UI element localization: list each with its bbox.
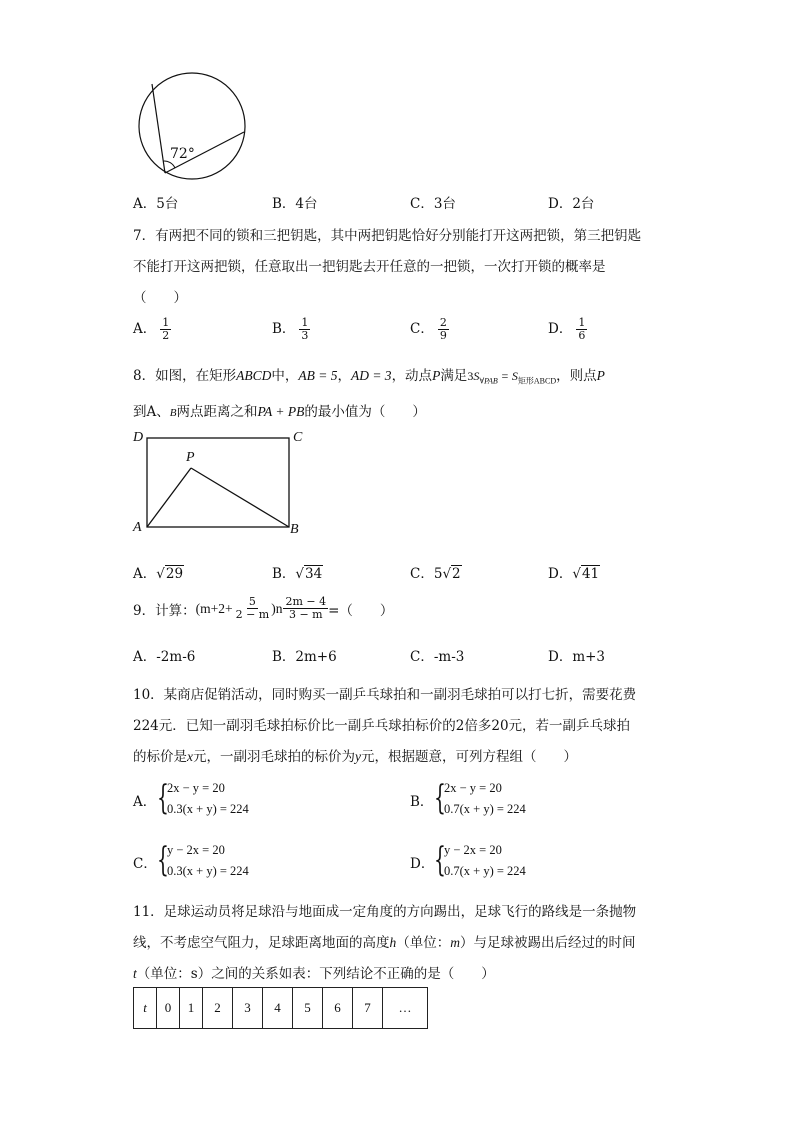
q10-option-a-eq1: 2x − y = 20 (167, 781, 225, 795)
q10-option-a-label: A． (133, 794, 157, 810)
q11-table-cell: 2 (203, 988, 233, 1029)
q11-line3-t: t (133, 966, 137, 981)
q10-option-a-eq2: 0.3(x + y) = 224 (167, 802, 249, 816)
q8-option-c-label: C． (410, 566, 434, 582)
q11-table-cell: 6 (323, 988, 353, 1029)
q6-circle-figure (130, 72, 255, 182)
q9-f1-num: 5 (248, 595, 256, 608)
q11-table-cell: 4 (263, 988, 293, 1029)
q8-p-text: ，动点 (391, 368, 433, 384)
q10-line3-x: x (187, 749, 193, 764)
q9-option-a[interactable]: A．-2m-6 (133, 649, 196, 665)
q8-option-d-sqrt: √41 (572, 566, 600, 582)
q6-angle-arc (163, 161, 175, 168)
q8-option-c-sqrt: √2 (442, 566, 461, 582)
q7-option-c-label: C． (410, 321, 434, 337)
q11-line2-h: h (389, 935, 397, 950)
q11-line2-b: （单位： (396, 935, 451, 951)
q7-option-a-fraction (160, 317, 171, 342)
q8-line2-mid1: 、 (156, 404, 170, 420)
q8-intro: 8．如图，在矩形 (133, 368, 237, 384)
q8-option-b[interactable] (272, 562, 323, 582)
q7-option-b-fraction (299, 317, 310, 342)
q10-option-c-system (167, 840, 249, 882)
q8-mid: 中， (271, 368, 299, 384)
q10-option-b-label: B． (410, 794, 434, 810)
q10-option-c-eq2: 0.3(x + y) = 224 (167, 864, 249, 878)
q10-option-a[interactable] (133, 778, 333, 822)
q10-option-b[interactable] (410, 778, 610, 822)
q6-option-b[interactable]: B．4台 (272, 196, 318, 212)
q7-option-c-fraction (438, 317, 449, 342)
q7-line-3: （ ） (133, 290, 187, 306)
q11-table-cell: 7 (353, 988, 383, 1029)
q8-label-c: C (293, 430, 303, 445)
q10-line3-b: 元，一副羽毛球拍的标价为 (193, 749, 355, 765)
q7-option-d-num: 1 (578, 316, 586, 329)
q7-option-d-den: 6 (578, 329, 586, 342)
q8-formula-sub1: ∀PAB (479, 376, 498, 386)
q11-line2-a: 线，不考虑空气阻力，足球距离地面的高度 (133, 935, 390, 951)
q8-line2-sum: PA + PB (257, 404, 305, 419)
q8-option-d-label: D． (548, 566, 573, 582)
q11-table-cell: … (383, 988, 428, 1029)
q10-option-c-eq1: y − 2x = 20 (167, 843, 225, 857)
q8-option-d[interactable] (548, 562, 600, 582)
q9-open: (m+2+ (195, 600, 233, 616)
q10-option-d[interactable] (410, 840, 610, 884)
q10-option-d-system (444, 840, 526, 882)
q8-label-p: P (186, 450, 195, 465)
q10-option-a-system (167, 778, 249, 820)
q6-angle-label: 72° (170, 146, 195, 162)
q11-line2-m: m (450, 935, 460, 950)
q7-option-b-label: B． (272, 321, 296, 337)
q8-line2-b: B (169, 407, 177, 419)
q9-suffix: =（ ） (328, 602, 394, 619)
q7-line-2: 不能打开这两把锁，任意取出一把钥匙去开任意的一把锁，一次打开锁的概率是 (133, 259, 606, 275)
q8-option-d-rad: 41 (581, 566, 600, 582)
q8-formula-s1: S (473, 369, 480, 383)
q10-option-d-eq2: 0.7(x + y) = 224 (444, 864, 526, 878)
q9-fraction-2 (283, 596, 328, 621)
q9-line (133, 596, 393, 621)
q8-then-p: P (596, 368, 605, 383)
q8-label-a: A (133, 520, 142, 535)
q8-option-b-rad: 34 (305, 566, 323, 582)
q8-option-c-coef: 5 (433, 566, 443, 582)
q8-segment-pb (191, 468, 289, 527)
q10-option-d-eq1: y − 2x = 20 (444, 843, 502, 857)
q8-rectangle-figure (140, 430, 305, 540)
q8-option-a[interactable] (133, 562, 184, 582)
q6-option-c[interactable]: C．3台 (410, 196, 456, 212)
q10-line-3 (133, 745, 577, 765)
q10-line3-y: y (355, 749, 361, 764)
q8-segment-pa (147, 468, 191, 527)
q8-ab: AB = 5 (298, 368, 338, 383)
q8-line-1 (133, 364, 605, 386)
q8-formula-coef: 3 (467, 369, 474, 383)
q7-option-c-den: 9 (439, 329, 447, 342)
q8-formula-s2: S (511, 369, 518, 383)
q7-option-c[interactable] (410, 317, 449, 342)
q10-option-c-brace: { (157, 840, 169, 880)
q8-option-c[interactable] (410, 562, 462, 582)
q11-line-3 (133, 962, 495, 982)
q8-option-b-label: B． (272, 566, 296, 582)
q10-line-1: 10．某商店促销活动，同时购买一副乒乓球拍和一副羽毛球拍可以打七折，需要花费 (133, 687, 637, 703)
q11-table-cell-header: t (134, 988, 157, 1029)
q8-option-a-label: A． (133, 566, 157, 582)
q8-label-b: B (290, 522, 299, 537)
q11-table-cell: 1 (180, 988, 203, 1029)
q9-mid: )n (271, 600, 283, 616)
q7-option-a-den: 2 (162, 329, 170, 342)
q8-ad: AD = 3 (350, 368, 392, 383)
q9-f1-den: 2 − m (235, 608, 270, 621)
q8-p-name: P (432, 368, 441, 383)
q7-option-a-num: 1 (162, 316, 170, 329)
q10-option-a-brace: { (157, 778, 169, 818)
q9-prefix: 9．计算： (133, 602, 196, 619)
q8-option-b-sqrt: √34 (295, 566, 323, 582)
q7-option-d-fraction (576, 317, 587, 342)
q7-option-b[interactable] (272, 317, 310, 342)
q11-table (133, 987, 428, 1029)
q10-option-d-brace: { (434, 840, 446, 880)
q7-option-b-num: 1 (301, 316, 309, 329)
q10-option-b-eq2: 0.7(x + y) = 224 (444, 802, 526, 816)
q9-f2-num: 2m − 4 (285, 595, 327, 608)
q7-option-a-label: A． (133, 321, 157, 337)
q9-option-d[interactable]: D．m+3 (548, 649, 606, 665)
q10-option-c-label: C． (133, 856, 157, 872)
q7-option-d-label: D． (548, 321, 573, 337)
q8-sep: ， (337, 368, 351, 384)
q8-formula-eq: = (497, 369, 512, 383)
q9-f2-den: 3 − m (288, 608, 323, 621)
q8-line-2 (133, 400, 426, 420)
q10-line3-a: 的标价是 (133, 749, 187, 765)
q8-line2-pre: 到 (133, 404, 147, 420)
q6-circle (139, 73, 245, 179)
q11-line2-c: ）与足球被踢出后经过的时间 (460, 935, 636, 951)
q10-line-2: 224元．已知一副羽毛球拍标价比一副乒乓球拍标价的2倍多20元，若一副乒乓球拍 (133, 718, 631, 734)
q8-line2-mid2: 两点距离之和 (176, 404, 258, 420)
q11-table-cell: 3 (233, 988, 263, 1029)
q9-option-c[interactable]: C．-m-3 (410, 649, 465, 665)
q10-line3-c: 元，根据题意，可列方程组（ ） (361, 749, 577, 765)
q8-then-text: ，则点 (556, 368, 597, 384)
q8-formula-sub2: 矩形ABCD (517, 376, 557, 386)
q7-option-d[interactable] (548, 317, 587, 342)
q8-line2-a: A (146, 404, 157, 420)
q11-table-cell: 0 (157, 988, 180, 1029)
q10-option-d-label: D． (410, 856, 435, 872)
q7-option-a[interactable] (133, 317, 171, 342)
q11-line-1: 11．足球运动员将足球沿与地面成一定角度的方向踢出，足球飞行的路线是一条抛物 (133, 904, 637, 920)
q10-option-b-system (444, 778, 526, 820)
q11-table-cell: 5 (293, 988, 323, 1029)
q8-option-a-sqrt: √29 (156, 566, 184, 582)
q10-option-b-brace: { (434, 778, 446, 818)
q7-option-b-den: 3 (301, 329, 309, 342)
q6-option-a[interactable]: A．5台 (133, 196, 179, 212)
q8-rect-name: ABCD (236, 368, 272, 383)
q7-option-c-num: 2 (439, 316, 447, 329)
q10-option-b-eq1: 2x − y = 20 (444, 781, 502, 795)
q8-formula (467, 369, 557, 386)
q8-line2-end: 的最小值为（ ） (304, 404, 426, 420)
q8-option-c-rad: 2 (452, 566, 461, 582)
q7-line-1: 7．有两把不同的锁和三把钥匙，其中两把钥匙恰好分别能打开这两把锁，第三把钥匙 (133, 228, 642, 244)
table-row (134, 988, 428, 1029)
q11-line3-rest: （单位：s）之间的关系如表：下列结论不正确的是（ ） (136, 966, 495, 982)
q9-option-b[interactable]: B．2m+6 (272, 649, 337, 665)
q9-fraction-1 (234, 596, 272, 621)
q8-label-d: D (133, 430, 144, 445)
q6-chord-1 (152, 84, 165, 173)
q11-line-2 (133, 931, 636, 951)
q10-option-c[interactable] (133, 840, 333, 884)
q8-satisfy: 满足 (440, 368, 468, 384)
q8-option-a-rad: 29 (165, 566, 184, 582)
q6-option-d[interactable]: D．2台 (548, 196, 595, 212)
